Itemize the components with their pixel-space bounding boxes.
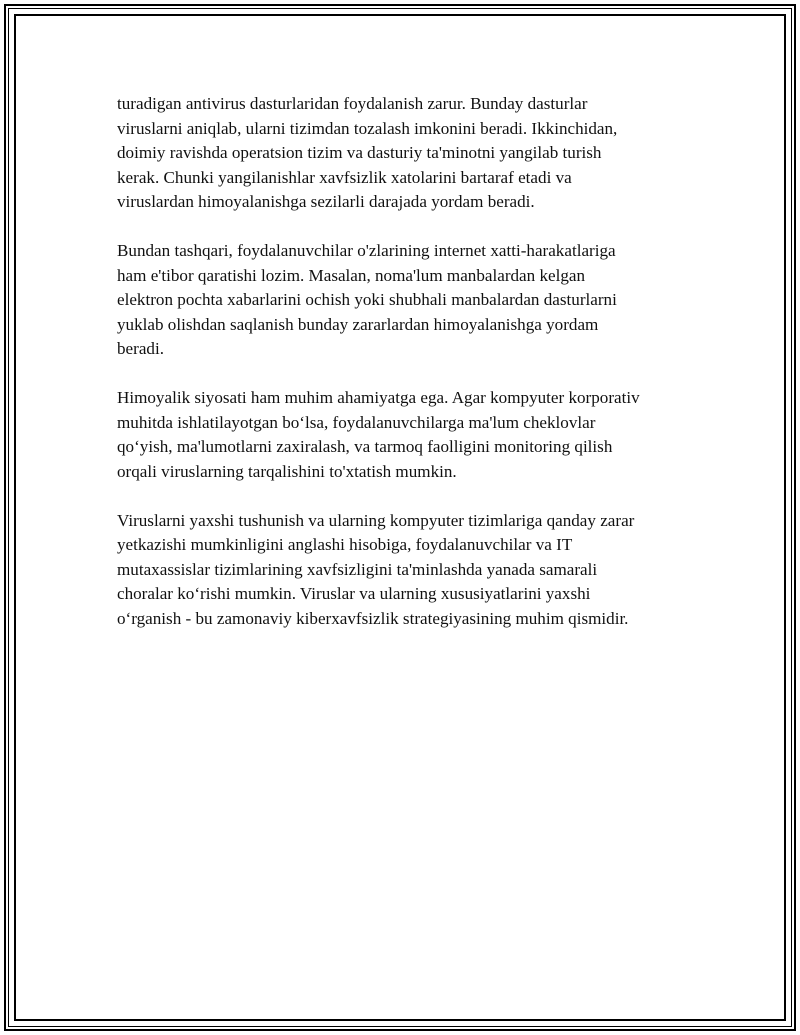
text-line: kerak. Chunki yangilanishlar xavfsizlik xatolarini bartaraf etadi va <box>117 167 572 187</box>
document-body <box>117 92 692 656</box>
text-line: turadigan antivirus dasturlaridan foydalanish zarur. Bunday dasturlar <box>117 94 588 113</box>
text-line: mutaxassislar tizimlarining xavfsizligini ta'minlashda yanada samarali <box>117 559 598 579</box>
text-line: muhitda ishlatilayotgan bo‘lsa, foydalanuvchilarga ma'lum cheklovlar <box>117 412 596 432</box>
text-line: elektron pochta xabarlarini ochish yoki shubhali manbalardan dasturlarni <box>117 290 617 309</box>
text-line: beradi. <box>117 339 164 358</box>
text-line: ham e'tibor qaratishi lozim. Masalan, noma'lum manbalardan kelgan <box>117 265 586 285</box>
paragraph-1 <box>117 92 692 215</box>
text-line: Himoyalik siyosati ham muhim ahamiyatga ega. Agar kompyuter korporativ <box>117 388 640 407</box>
paragraph-3 <box>117 386 692 484</box>
paragraph-4 <box>117 509 692 632</box>
text-line: choralar ko‘rishi mumkin. Viruslar va ularning xususiyatlarini yaxshi <box>117 584 591 603</box>
text-line: Bundan tashqari, foydalanuvchilar o'zlarining internet xatti-harakatlariga <box>117 241 616 260</box>
text-line: doimiy ravishda operatsion tizim va dasturiy ta'minotni yangilab turish <box>117 143 602 162</box>
text-line: viruslardan himoyalanishga sezilarli darajada yordam beradi. <box>117 192 535 211</box>
text-line: orqali viruslarning tarqalishini to'xtatish mumkin. <box>117 461 457 481</box>
text-line: viruslarni aniqlab, ularni tizimdan tozalash imkonini beradi. Ikkinchidan, <box>117 118 618 138</box>
text-line: yetkazishi mumkinligini anglashi hisobiga, foydalanuvchilar va IT <box>117 535 573 554</box>
text-line: Viruslarni yaxshi tushunish va ularning kompyuter tizimlariga qanday zarar <box>117 510 635 530</box>
text-line: qo‘yish, ma'lumotlarni zaxiralash, va tarmoq faolligini monitoring qilish <box>117 437 613 456</box>
text-line: yuklab olishdan saqlanish bunday zararlardan himoyalanishga yordam <box>117 314 599 334</box>
paragraph-2 <box>117 239 692 362</box>
text-line: o‘rganish - bu zamonaviy kiberxavfsizlik strategiyasining muhim qismidir. <box>117 608 629 628</box>
